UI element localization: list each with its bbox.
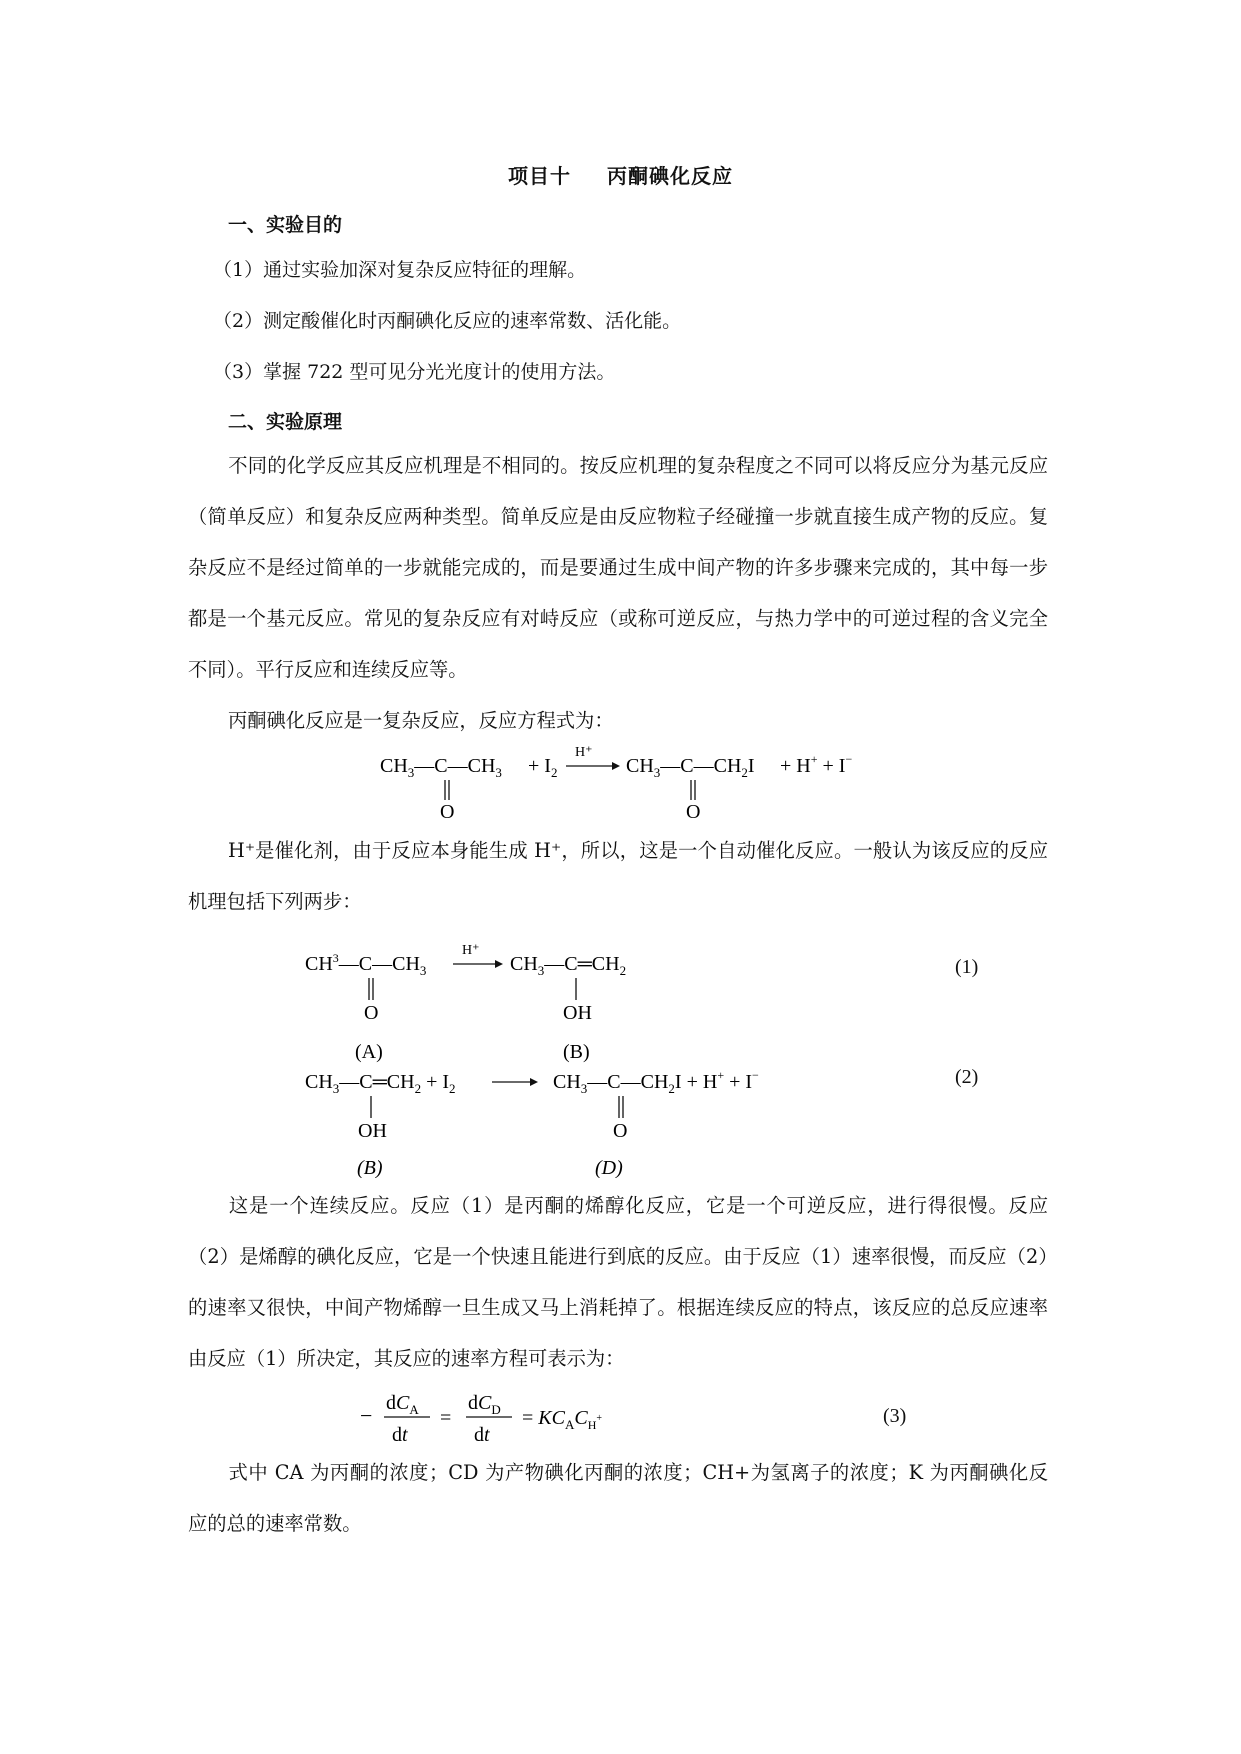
- principle-text-5: 式中 CA 为丙酮的浓度；CD 为产物碘化丙酮的浓度；CH+为氢离子的浓度；K 为丙酮碘化反应的总的速率常数。: [188, 1461, 1048, 1535]
- svg-text:O: O: [440, 801, 455, 820]
- page-title: [0, 160, 1241, 189]
- step1-catalyst-label: H⁺: [462, 943, 480, 958]
- equation-number-1: (1): [955, 956, 979, 978]
- svg-text:dt: dt: [392, 1424, 408, 1446]
- overall-catalyst-label: H⁺: [575, 745, 593, 760]
- label-d: (D): [595, 1157, 623, 1178]
- svg-text:O: O: [613, 1120, 628, 1142]
- section-heading-principle: 二、实验原理: [228, 411, 343, 433]
- svg-text:CH3—C—CH3: $CH_3—C—CH_3$: [380, 755, 502, 780]
- svg-text:+ I2: + $I_2$: [528, 755, 558, 780]
- equation-number-2: (2): [955, 1066, 979, 1088]
- svg-text:OH: OH: [358, 1120, 387, 1142]
- svg-text:=: =: [440, 1407, 452, 1429]
- principle-text-4: 这是一个连续反应。反应（1）是丙酮的烯醇化反应，它是一个可逆反应，进行得很慢。反应（2）是烯醇的碘化反应，它是一个快速且能进行到底的反应。由于反应（1）速率很慢，而反应（2）的速率又很快，中间产物烯醇一旦生成又马上消耗掉了。根据连续反应的特点，该反应的总反应速率由反应（1）所决定，其反应的速率方程可表示为：: [188, 1194, 1048, 1370]
- svg-text:OH: OH: [563, 1002, 592, 1024]
- svg-text:CH3—C—CH2I: $CH_3—C—CH_2I$: [626, 755, 755, 780]
- principle-paragraph-4: [188, 1180, 1048, 1384]
- equation-number-3: (3): [883, 1405, 907, 1427]
- principle-text-1: 不同的化学反应其反应机理是不相同的。按反应机理的复杂程度之不同可以将反应分为基元反应（简单反应）和复杂反应两种类型。简单反应是由反应物粒子经碰撞一步就直接生成产物的反应。复杂反应不是经过简单的一步就能完成的，而是要通过生成中间产物的许多步骤来完成的，其中每一步都是一个基元反应。常见的复杂反应有对峙反应（或称可逆反应，与热力学中的可逆过程的含义完全不同）。平行反应和连续反应等。: [188, 454, 1048, 681]
- svg-text:dt: dt: [474, 1424, 490, 1446]
- label-b: (B): [563, 1041, 590, 1063]
- purpose-item-1: （1）通过实验加深对复杂反应特征的理解。: [213, 259, 587, 281]
- principle-text-3: H⁺是催化剂，由于反应本身能生成 H⁺，所以，这是一个自动催化反应。一般认为该反应的反应机理包括下列两步：: [188, 839, 1048, 913]
- svg-text:= KCACH+: = $KC_AC_H^+$: [522, 1407, 603, 1432]
- label-a: (A): [355, 1041, 383, 1063]
- principle-paragraph-5: [188, 1447, 1048, 1549]
- principle-paragraph-1: [188, 440, 1048, 695]
- principle-text-2: 丙酮碘化反应是一复杂反应，反应方程式为：: [228, 709, 614, 732]
- purpose-item-2: （2）测定酸催化时丙酮碘化反应的速率常数、活化能。: [213, 310, 682, 332]
- mechanism-step-2: [305, 1058, 825, 1178]
- svg-text:CH3—C═CH2 + I2: $CH_3—C═CH_2 + I_2$: [305, 1071, 456, 1096]
- title-topic: 丙酮碘化反应: [607, 164, 733, 188]
- title-project: 项目十: [508, 164, 571, 188]
- svg-text:CH3—C—CH3: $CH^3—C—CH_3$: [305, 951, 427, 978]
- svg-text:O: O: [364, 1002, 379, 1024]
- section-heading-purpose: 一、实验目的: [228, 214, 343, 236]
- svg-text:−: −: [360, 1403, 373, 1428]
- rate-equation: [360, 1383, 660, 1453]
- svg-text:CH3—C═CH2: $CH_3—C═CH_2$: [510, 953, 627, 978]
- svg-text:dCA: $dC_A$: [386, 1392, 419, 1417]
- principle-paragraph-3: [188, 825, 1048, 927]
- label-b-italic: (B): [357, 1157, 383, 1178]
- purpose-item-3: （3）掌握 722 型可见分光光度计的使用方法。: [213, 361, 616, 383]
- principle-paragraph-2: [188, 695, 1048, 746]
- svg-text:O: O: [686, 801, 701, 820]
- svg-text:dCD: $dC_D$: [468, 1392, 501, 1417]
- svg-text:+ H+ + I−: + H+ + I−: [780, 752, 853, 777]
- overall-reaction-equation: [380, 740, 900, 820]
- mechanism-step-1: [305, 940, 655, 1065]
- svg-text:CH3—C—CH2I + H+ + I−: $CH_3—C—CH_2I + H^+ + I^-$: [553, 1068, 759, 1096]
